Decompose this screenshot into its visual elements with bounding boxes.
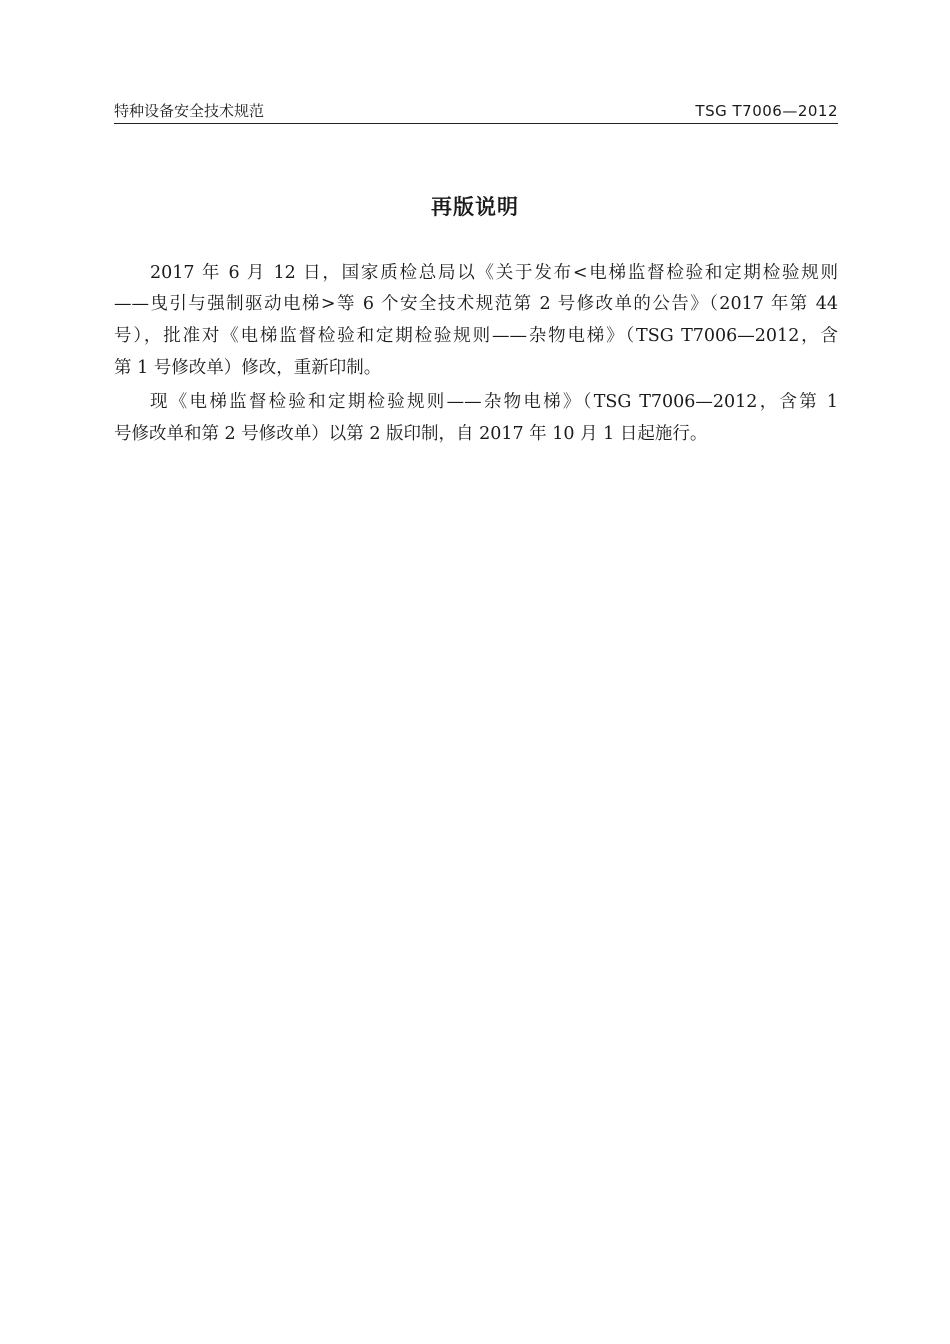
- paragraph-line: 号），批准对《电梯监督检验和定期检验规则——杂物电梯》（TSG T7006—2012，含: [114, 326, 838, 346]
- header-divider: [114, 123, 838, 124]
- paragraph-line: ——曳引与强制驱动电梯>等 6 个安全技术规范第 2 号修改单的公告》（2017 年第 44: [114, 294, 838, 314]
- header-spec-category: 特种设备安全技术规范: [114, 102, 265, 120]
- paragraph-line: 号修改单和第 2 号修改单）以第 2 版印制，自 2017 年 10 月 1 日起施行。: [114, 424, 708, 444]
- paragraph-line: 现《电梯监督检验和定期检验规则——杂物电梯》（TSG T7006—2012，含第 1: [150, 392, 838, 412]
- page-title: 再版说明: [431, 195, 519, 219]
- paragraph-line: 第 1 号修改单）修改，重新印制。: [114, 358, 382, 378]
- paragraph-line: 2017 年 6 月 12 日，国家质检总局以《关于发布<电梯监督检验和定期检验规则: [150, 263, 838, 283]
- header-spec-code: TSG T7006—2012: [695, 102, 838, 120]
